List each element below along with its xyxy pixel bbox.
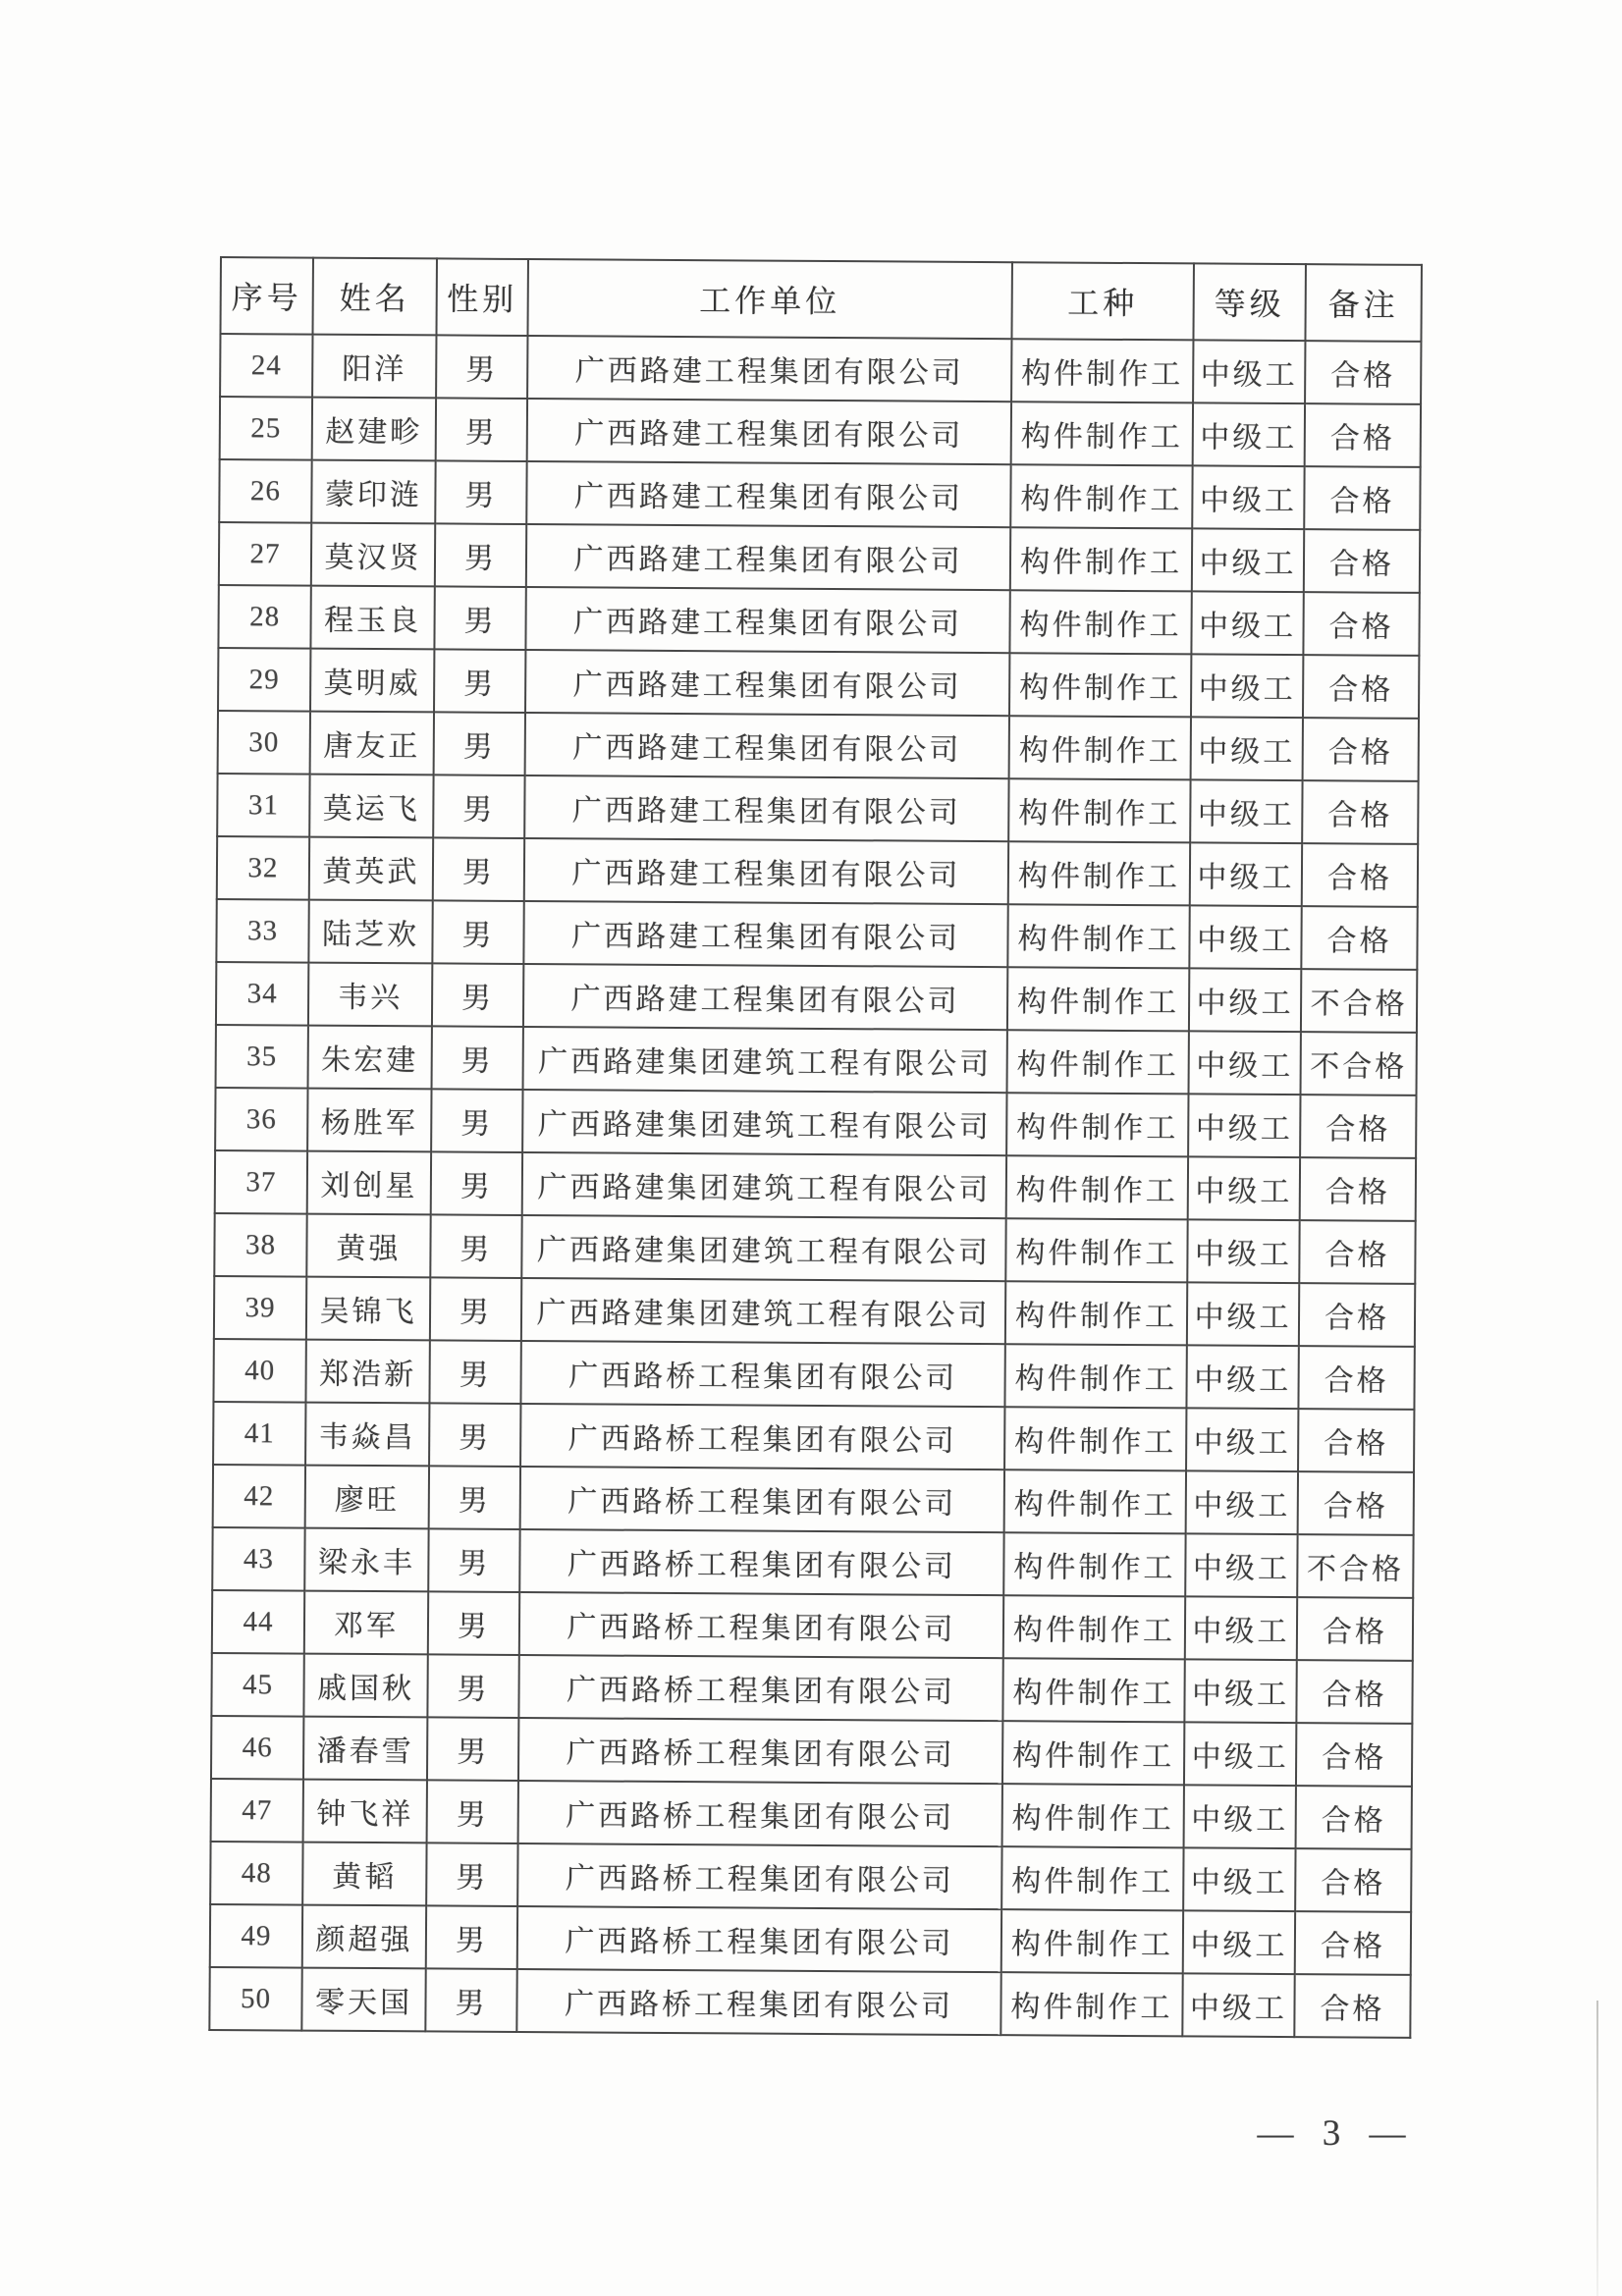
table-cell: 构件制作工	[1007, 967, 1189, 1031]
table-row	[212, 1590, 1413, 1661]
table-cell: 男	[429, 1340, 520, 1404]
table-cell: 程玉良	[310, 586, 434, 650]
table-row	[219, 522, 1420, 593]
table-cell: 构件制作工	[1011, 339, 1193, 402]
table-cell: 蒙印涟	[311, 460, 435, 524]
table-cell: 构件制作工	[1002, 1784, 1184, 1847]
table-cell: 48	[210, 1842, 302, 1905]
table-cell: 韦焱昌	[305, 1403, 429, 1467]
table-cell: 中级工	[1193, 402, 1305, 466]
qualification-results-table	[208, 256, 1423, 2039]
table-cell: 构件制作工	[1010, 527, 1192, 591]
table-cell: 男	[434, 586, 525, 650]
table-cell: 31	[217, 774, 309, 837]
table-row	[218, 711, 1419, 781]
column-header: 姓名	[312, 258, 437, 336]
table-cell: 郑浩新	[305, 1340, 429, 1404]
table-row	[215, 1088, 1416, 1158]
table-cell: 梁永丰	[304, 1528, 428, 1592]
table-row	[211, 1653, 1412, 1724]
table-cell: 中级工	[1188, 1094, 1300, 1157]
table-cell: 广西路建工程集团有限公司	[523, 901, 1007, 967]
table-row	[220, 334, 1421, 404]
table-cell: 合格	[1299, 1283, 1415, 1347]
table-cell: 合格	[1300, 1095, 1416, 1158]
table-cell: 中级工	[1187, 1219, 1299, 1283]
table-cell: 中级工	[1190, 842, 1302, 906]
table-cell: 男	[436, 335, 527, 399]
table-row	[218, 648, 1419, 719]
table-cell: 构件制作工	[1007, 904, 1189, 968]
table-cell: 中级工	[1193, 340, 1305, 403]
table-cell: 47	[211, 1779, 303, 1842]
table-cell: 构件制作工	[1004, 1469, 1186, 1533]
table-cell: 不合格	[1301, 969, 1417, 1033]
table-cell: 韦兴	[308, 963, 432, 1027]
table-cell: 30	[218, 711, 310, 774]
table-cell: 男	[434, 712, 525, 775]
table-cell: 广西路桥工程集团有限公司	[518, 1781, 1002, 1846]
table-cell: 构件制作工	[1004, 1407, 1186, 1470]
table-cell: 合格	[1296, 1786, 1412, 1849]
table-cell: 构件制作工	[1002, 1658, 1184, 1722]
table-cell: 唐友正	[310, 712, 434, 775]
table-row	[211, 1716, 1412, 1787]
table-cell: 广西路桥工程集团有限公司	[517, 1843, 1001, 1909]
header-row	[220, 257, 1421, 342]
table-cell: 中级工	[1189, 968, 1301, 1032]
table-cell: 中级工	[1186, 1408, 1298, 1471]
table-cell: 广西路建工程集团有限公司	[524, 775, 1008, 841]
table-cell: 莫运飞	[309, 774, 433, 838]
table-cell: 不合格	[1297, 1534, 1413, 1598]
table-cell: 零天国	[301, 1968, 425, 2032]
table-cell: 邓军	[304, 1591, 428, 1655]
table-cell: 男	[432, 900, 523, 964]
table-cell: 广西路桥工程集团有限公司	[519, 1529, 1003, 1595]
table-cell: 26	[219, 459, 311, 523]
table-cell: 28	[218, 585, 310, 649]
table-cell: 男	[428, 1528, 519, 1592]
table-cell: 合格	[1294, 1974, 1410, 2038]
table-cell: 广西路桥工程集团有限公司	[516, 1969, 1000, 2035]
table-cell: 廖旺	[305, 1466, 429, 1529]
column-header: 工种	[1011, 262, 1193, 340]
qualification-table-container	[208, 256, 1421, 2039]
table-cell: 男	[431, 1089, 522, 1152]
table-cell: 广西路桥工程集团有限公司	[520, 1404, 1004, 1469]
table-cell: 32	[217, 836, 309, 900]
table-cell: 广西路桥工程集团有限公司	[520, 1341, 1004, 1407]
table-cell: 合格	[1303, 718, 1419, 781]
table-cell: 男	[429, 1466, 520, 1529]
table-cell: 中级工	[1187, 1282, 1299, 1346]
table-cell: 男	[426, 1842, 517, 1906]
table-cell: 构件制作工	[1001, 1909, 1183, 1973]
table-cell: 莫明威	[310, 649, 434, 713]
table-cell: 27	[219, 522, 311, 586]
table-cell: 构件制作工	[1002, 1721, 1184, 1785]
table-cell: 构件制作工	[1011, 401, 1193, 465]
table-cell: 35	[216, 1025, 308, 1089]
table-cell: 莫汉贤	[311, 523, 435, 587]
table-row	[214, 1276, 1415, 1347]
table-cell: 黄韬	[302, 1842, 426, 1906]
table-cell: 中级工	[1184, 1659, 1296, 1723]
table-cell: 男	[432, 963, 523, 1027]
table-cell: 合格	[1295, 1911, 1411, 1975]
table-row	[213, 1339, 1414, 1410]
table-cell: 39	[214, 1276, 306, 1340]
table-cell: 男	[431, 1151, 522, 1215]
table-cell: 中级工	[1189, 905, 1301, 969]
table-cell: 广西路建工程集团有限公司	[524, 838, 1008, 904]
table-cell: 中级工	[1191, 717, 1303, 780]
table-cell: 广西路桥工程集团有限公司	[517, 1906, 1001, 1972]
table-cell: 中级工	[1191, 654, 1303, 718]
table-row	[216, 899, 1417, 970]
table-cell: 中级工	[1188, 1156, 1300, 1220]
table-row	[210, 1904, 1411, 1975]
table-cell: 构件制作工	[1007, 1030, 1189, 1094]
table-cell: 广西路建集团建筑工程有限公司	[521, 1278, 1005, 1344]
table-cell: 广西路建集团建筑工程有限公司	[522, 1152, 1006, 1218]
table-cell: 男	[433, 774, 524, 838]
table-cell: 合格	[1298, 1471, 1414, 1535]
table-cell: 广西路桥工程集团有限公司	[519, 1592, 1003, 1658]
table-cell: 男	[427, 1654, 518, 1718]
table-row	[211, 1779, 1412, 1849]
table-cell: 黄英武	[309, 837, 433, 901]
table-row	[214, 1213, 1415, 1284]
table-cell: 41	[213, 1402, 305, 1466]
column-header: 等级	[1193, 263, 1306, 341]
table-cell: 陆芝欢	[308, 900, 432, 964]
table-row	[217, 836, 1418, 907]
table-cell: 合格	[1302, 843, 1418, 907]
table-cell: 中级工	[1183, 1847, 1295, 1911]
table-cell: 构件制作工	[1005, 1218, 1187, 1282]
table-cell: 合格	[1303, 655, 1419, 719]
table-cell: 吴锦飞	[306, 1277, 430, 1341]
table-row	[220, 397, 1421, 467]
table-cell: 不合格	[1301, 1032, 1417, 1095]
table-cell: 构件制作工	[1009, 653, 1191, 717]
table-cell: 杨胜军	[307, 1089, 431, 1152]
table-cell: 男	[426, 1905, 517, 1969]
table-row	[209, 1967, 1410, 2038]
column-header: 性别	[436, 258, 528, 336]
table-cell: 男	[425, 1968, 516, 2032]
table-cell: 男	[430, 1214, 521, 1278]
table-cell: 戚国秋	[303, 1654, 427, 1718]
table-cell: 广西路桥工程集团有限公司	[518, 1718, 1002, 1784]
table-cell: 合格	[1298, 1346, 1414, 1410]
table-cell: 42	[213, 1465, 305, 1528]
table-cell: 颜超强	[302, 1905, 426, 1969]
table-row	[213, 1465, 1414, 1535]
table-cell: 广西路建工程集团有限公司	[523, 964, 1007, 1030]
table-cell: 男	[433, 837, 524, 901]
scan-artifact-line	[1596, 2001, 1598, 2296]
table-cell: 中级工	[1191, 591, 1303, 655]
table-cell: 合格	[1296, 1723, 1412, 1787]
table-cell: 构件制作工	[1003, 1532, 1185, 1596]
table-cell: 合格	[1305, 403, 1421, 467]
table-cell: 36	[215, 1088, 307, 1151]
table-cell: 合格	[1297, 1597, 1413, 1661]
table-cell: 38	[214, 1213, 306, 1277]
table-cell: 赵建畛	[312, 398, 436, 461]
table-cell: 37	[215, 1150, 307, 1214]
table-cell: 合格	[1304, 466, 1420, 530]
table-cell: 中级工	[1185, 1596, 1297, 1660]
table-row	[219, 459, 1420, 530]
table-cell: 潘春雪	[303, 1717, 427, 1781]
table-cell: 构件制作工	[1009, 590, 1191, 654]
table-cell: 男	[435, 460, 526, 524]
table-row	[216, 1025, 1417, 1095]
table-cell: 广西路桥工程集团有限公司	[520, 1467, 1004, 1532]
table-cell: 广西路建工程集团有限公司	[526, 461, 1010, 527]
table-cell: 49	[210, 1904, 302, 1968]
table-cell: 构件制作工	[1004, 1344, 1186, 1408]
table-cell: 男	[434, 649, 525, 713]
table-cell: 44	[212, 1590, 304, 1654]
table-cell: 广西路建集团建筑工程有限公司	[523, 1027, 1007, 1093]
table-cell: 广西路建集团建筑工程有限公司	[522, 1090, 1006, 1155]
table-cell: 中级工	[1186, 1345, 1298, 1409]
table-cell: 黄强	[306, 1214, 430, 1278]
table-cell: 男	[429, 1403, 520, 1467]
table-cell: 合格	[1300, 1157, 1416, 1221]
table-row	[213, 1402, 1414, 1472]
table-cell: 33	[216, 899, 308, 963]
table-cell: 构件制作工	[1009, 716, 1191, 779]
table-cell: 构件制作工	[1010, 464, 1192, 528]
table-cell: 合格	[1298, 1409, 1414, 1472]
table-cell: 广西路建工程集团有限公司	[526, 524, 1010, 590]
table-cell: 广西路建工程集团有限公司	[525, 713, 1009, 778]
table-cell: 中级工	[1185, 1533, 1297, 1597]
table-cell: 构件制作工	[1003, 1595, 1185, 1659]
table-cell: 合格	[1296, 1660, 1412, 1724]
table-cell: 中级工	[1184, 1785, 1296, 1848]
table-cell: 24	[220, 334, 312, 398]
table-cell: 50	[209, 1967, 301, 2031]
table-cell: 构件制作工	[1006, 1093, 1188, 1156]
table-cell: 45	[211, 1653, 303, 1717]
table-cell: 中级工	[1192, 465, 1304, 529]
table-cell: 钟飞祥	[303, 1780, 427, 1843]
table-cell: 男	[430, 1277, 521, 1341]
table-cell: 合格	[1303, 592, 1419, 656]
table-cell: 男	[436, 398, 527, 461]
table-cell: 广西路桥工程集团有限公司	[518, 1655, 1002, 1721]
table-cell: 中级工	[1186, 1470, 1298, 1534]
column-header: 备注	[1305, 264, 1422, 342]
table-body	[209, 334, 1421, 2038]
table-cell: 构件制作工	[1000, 1972, 1182, 2036]
table-cell: 合格	[1295, 1848, 1411, 1912]
table-cell: 广西路建工程集团有限公司	[527, 399, 1011, 464]
column-header: 工作单位	[527, 259, 1011, 339]
table-cell: 34	[216, 962, 308, 1026]
table-cell: 中级工	[1184, 1722, 1296, 1786]
table-cell: 广西路建工程集团有限公司	[525, 587, 1009, 653]
table-cell: 43	[212, 1527, 304, 1591]
table-cell: 中级工	[1183, 1910, 1295, 1974]
table-cell: 中级工	[1192, 528, 1304, 592]
table-cell: 构件制作工	[1006, 1155, 1188, 1219]
table-cell: 刘创星	[307, 1151, 431, 1215]
table-header	[220, 257, 1421, 342]
table-cell: 中级工	[1189, 1031, 1301, 1095]
table-cell: 29	[218, 648, 310, 712]
table-row	[216, 962, 1417, 1033]
table-row	[212, 1527, 1413, 1598]
table-cell: 广西路建工程集团有限公司	[525, 650, 1009, 716]
table-cell: 阳洋	[312, 335, 436, 399]
table-row	[210, 1842, 1411, 1912]
table-row	[215, 1150, 1416, 1221]
table-cell: 合格	[1304, 529, 1420, 593]
table-row	[217, 774, 1418, 844]
table-row	[218, 585, 1419, 656]
table-cell: 男	[427, 1717, 518, 1781]
table-cell: 朱宏建	[308, 1026, 432, 1090]
table-cell: 合格	[1299, 1220, 1415, 1284]
table-cell: 合格	[1305, 341, 1421, 404]
table-cell: 男	[427, 1780, 518, 1843]
table-cell: 构件制作工	[1005, 1281, 1187, 1345]
table-cell: 男	[435, 523, 526, 587]
column-header: 序号	[220, 257, 313, 335]
table-cell: 25	[220, 397, 312, 460]
table-cell: 合格	[1301, 906, 1417, 970]
table-cell: 合格	[1302, 780, 1418, 844]
table-cell: 构件制作工	[1008, 778, 1190, 842]
table-cell: 广西路建集团建筑工程有限公司	[521, 1215, 1005, 1281]
table-cell: 中级工	[1190, 779, 1302, 843]
table-cell: 构件制作工	[1001, 1846, 1183, 1910]
table-cell: 男	[428, 1591, 519, 1655]
table-cell: 中级工	[1182, 1973, 1294, 2037]
table-cell: 40	[213, 1339, 305, 1403]
table-cell: 广西路建工程集团有限公司	[527, 336, 1011, 401]
table-cell: 构件制作工	[1008, 841, 1190, 905]
table-cell: 男	[432, 1026, 523, 1090]
page-number: — 3 —	[1257, 2113, 1416, 2154]
table-cell: 46	[211, 1716, 303, 1780]
